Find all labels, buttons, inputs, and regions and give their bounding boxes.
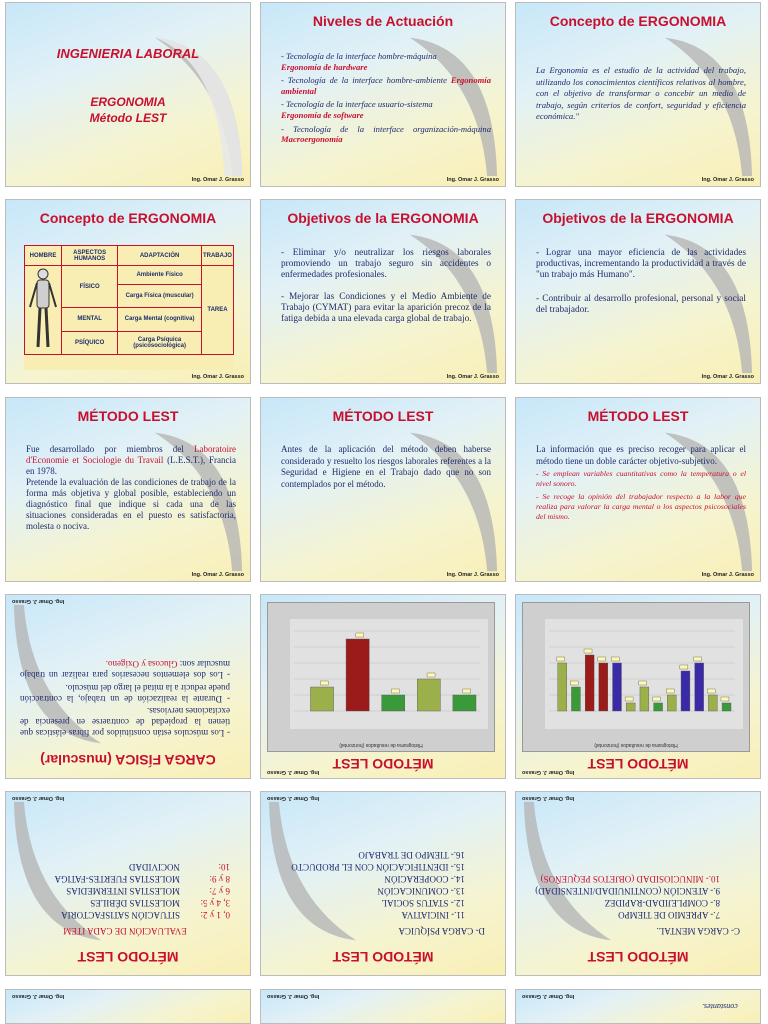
slide-5 (260, 199, 506, 384)
data-label-box (652, 697, 660, 701)
slide-14 (260, 791, 506, 976)
slide-subtitle: ERGONOMIA (90, 95, 166, 109)
list-item: 10.- MINUCIOSIDAD (OBJETOS PEQUEÑOS) (540, 874, 720, 884)
bullet-item: - Los dos elementos necesarios para realizar un trabajo muscular son: Glucosa y Oxígeno. (20, 659, 230, 681)
chart-bar (346, 639, 369, 711)
chart-bar (654, 703, 663, 711)
list-item: 13.- COMUNICACIÓN (377, 886, 465, 896)
slide-body (275, 849, 485, 937)
chart-bar (695, 663, 704, 711)
slide-9 (515, 397, 761, 582)
list-item: - Tecnología de la interface hombre-ambiente (281, 75, 447, 86)
text-fragment: constantes. (702, 1002, 738, 1011)
data-label-box (570, 681, 578, 685)
slide-title: Concepto de ERGONOMIA (549, 13, 727, 29)
table-header: HOMBRE (25, 246, 62, 266)
chart-caption: Histograma de resultados (horizontal) (594, 742, 678, 748)
table-header: TRABAJO (201, 246, 233, 266)
slide-18 (515, 989, 761, 1024)
author-label: Ing. Omar J. Grasso (522, 769, 575, 775)
chart-bar (558, 663, 567, 711)
list-item-emphasis: Macroergonomía (281, 134, 343, 145)
lab-name: Laboratoire d'Economie et Sociologie du Travail (26, 444, 236, 465)
slide-title: MÉTODO LEST (587, 949, 689, 965)
paragraph: Fue desarrollado por miembros del Laboratoire d'Economie et Sociologie du Travail (L.E.S.T.), Francia en 1978. (26, 444, 237, 476)
bar-chart (290, 619, 488, 729)
slide-1 (5, 2, 251, 187)
slide-title: Concepto de ERGONOMIA (39, 210, 217, 226)
table-row: 6 y 7:MOLESTIAS INTERMEDIAS (66, 886, 230, 896)
author-label: Ing. Omar J. Grasso (267, 993, 320, 999)
slide-body: La Ergonomía es el estudio de la actividad del trabajo, utilizando los conocimientos científicos relativos al hombre, con el objetivo de transformar o concebir un medio de trabajo, según criterios de confort, seguridad y eficiencia económica." (536, 65, 746, 122)
chart-bar (681, 671, 690, 711)
data-label-box (680, 665, 688, 669)
data-label-box (463, 689, 471, 693)
chart-bar (571, 687, 580, 711)
chart-bar (708, 695, 717, 711)
chart-bar (310, 687, 333, 711)
data-label-box (666, 689, 674, 693)
list-item-emphasis: Ergonomía de software (281, 109, 364, 120)
table-row: 0, 1 y 2:SITUACIÓN SATISFACTORIA (61, 910, 230, 920)
list-item: 11.- INICIATIVA (401, 910, 465, 920)
data-label-box (391, 689, 399, 693)
paragraph: - Eliminar y/o neutralizar los riesgos laborales promoviendo un trabajo seguro sin accidentes o enfermedades profesionales. (281, 248, 491, 281)
chart-bar (453, 695, 476, 711)
slide-subtitle: Método LEST (89, 111, 167, 125)
slide-body (530, 873, 740, 937)
data-label-box (320, 681, 328, 685)
slide-title: MÉTODO LEST (77, 949, 179, 965)
table-cell: Carga Mental (cognitiva) (118, 308, 202, 331)
author-label: Ing. Omar J. Grasso (191, 572, 244, 578)
table-cell: TAREA (201, 266, 233, 355)
slide-body: Antes de la aplicación del método deben haberse considerado y resuelto los riesgos laborales referentes a la Seguridad e Higiene en el Trabajo dado que no son contemplados por el método. (281, 444, 491, 489)
list-item: 16.- TIEMPO DE TRABAJO (358, 850, 465, 860)
slide-body (281, 51, 491, 145)
slide-title: MÉTODO LEST (332, 408, 434, 424)
author-label: Ing. Omar J. Grasso (446, 572, 499, 578)
data-label-box (557, 657, 565, 661)
chart-bar (722, 703, 731, 711)
slide-title: MÉTODO LEST (587, 408, 689, 424)
section-heading: D- CARGA PSÍQUICA (398, 926, 485, 936)
table-cell: Carga Psíquica (psicosociológica) (118, 331, 202, 354)
slide-title: MÉTODO LEST (332, 949, 434, 965)
bullet-item: - Se emplean variables cuantitativas como la temperatura o el nivel sonoro. (536, 469, 746, 488)
data-label-box (427, 673, 435, 677)
list-item: 14.- COOPERACIÓN (384, 874, 465, 884)
table-cell: Carga Física (muscular) (118, 284, 202, 307)
section-heading: C- CARGA MENTAL. (656, 926, 740, 936)
slide-15 (515, 791, 761, 976)
table-cell: FÍSICO (62, 266, 118, 308)
author-label: Ing. Omar J. Grasso (12, 993, 65, 999)
list-item: - Tecnología de la interface organización-máquina (281, 123, 491, 134)
author-label: Ing. Omar J. Grasso (191, 374, 244, 380)
slide-17 (260, 989, 506, 1024)
list-item: 15.- IDENTIFICACIÓN CON EL PRODUCTO (291, 862, 465, 872)
slide-title-flipped: MÉTODO LEST (587, 756, 689, 772)
list-item-emphasis: Ergonomía ambiental (281, 75, 491, 96)
list-item: 8.- COMPLEJIDAD-RAPIDEZ (604, 898, 720, 908)
author-label: Ing. Omar J. Grasso (267, 795, 320, 801)
table-row: 10:NOCIVIDAD (129, 862, 230, 872)
list-item: 9.- ATENCIÓN (CONTINUIDAD/INTENSIDAD) (535, 886, 720, 896)
slide-16 (5, 989, 251, 1024)
bar-chart (545, 619, 743, 729)
bullet-item: - Los músculos están constituidos por fibras elásticas que tienen la propiedad de contraerse en presencia de excitaciones nerviosas. (20, 706, 230, 738)
author-label: Ing. Omar J. Grasso (522, 795, 575, 801)
chart-caption: Histograma de resultados (horizontal) (339, 742, 423, 748)
slide-6 (515, 199, 761, 384)
data-label-box (707, 689, 715, 693)
list-item: - Tecnología de la interface usuario-sistema (281, 99, 433, 110)
slide-title: Niveles de Actuación (312, 13, 454, 29)
chart-bar (417, 679, 440, 711)
list-item: 7.- APREMIO DE TIEMPO (618, 910, 720, 920)
slide-title-flipped: MÉTODO LEST (332, 756, 434, 772)
table-cell: MENTAL (62, 308, 118, 331)
author-label: Ing. Omar J. Grasso (267, 769, 320, 775)
chart-bar (585, 655, 594, 711)
slide-4 (5, 199, 251, 384)
author-label: Ing. Omar J. Grasso (446, 374, 499, 380)
slide-title: MÉTODO LEST (77, 408, 179, 424)
data-label-box (584, 649, 592, 653)
table-row: 8 y 9:MOLESTIAS FUERTES-FATIGA (54, 874, 230, 884)
data-label-box (639, 681, 647, 685)
bullet-item: - Se recoge la opinión del trabajador respecto a la labor que realiza para valorar la carga mental o los aspectos psicosociales del mismo. (536, 492, 746, 521)
slide-body (20, 658, 230, 738)
chart-bar (626, 703, 635, 711)
data-label-box (625, 697, 633, 701)
data-label-box (611, 657, 619, 661)
section-heading: EVALUACIÓN DE CADA ITEM (63, 926, 187, 936)
chart-bar (667, 695, 676, 711)
chart-bar (640, 687, 649, 711)
table-header: ASPECTOS HUMANOS (62, 246, 118, 266)
list-item: - Tecnología de la interface hombre-máquina (281, 51, 437, 61)
chart-bar (382, 695, 405, 711)
author-label: Ing. Omar J. Grasso (701, 572, 754, 578)
table-row: 3, 4 y 5:MOLESTIAS DÉBILES (90, 898, 230, 908)
slide-title: INGENIERIA LABORAL (56, 46, 200, 61)
slide-7 (5, 397, 251, 582)
list-item-emphasis: Ergonomía de hardware (281, 61, 368, 72)
chart-bar (599, 663, 608, 711)
author-label: Ing. Omar J. Grasso (191, 177, 244, 183)
slide-3 (515, 2, 761, 187)
data-label-box (721, 697, 729, 701)
human-figure (25, 266, 62, 355)
table-cell: PSÍQUICO (62, 331, 118, 354)
slide-2 (260, 2, 506, 187)
chart-panel (522, 602, 750, 752)
paragraph: La información que es preciso recoger para aplicar el método tiene un doble carácter objetivo-subjetivo. (536, 444, 746, 466)
data-label-box (598, 657, 606, 661)
slide-8 (260, 397, 506, 582)
author-label: Ing. Omar J. Grasso (12, 795, 65, 801)
author-label: Ing. Omar J. Grasso (701, 374, 754, 380)
slide-body (536, 444, 746, 522)
data-label-box (694, 657, 702, 661)
ergonomics-table (24, 245, 234, 370)
slide-13 (5, 791, 251, 976)
chart-panel (267, 602, 495, 752)
author-label: Ing. Omar J. Grasso (446, 177, 499, 183)
author-label: Ing. Omar J. Grasso (12, 598, 65, 604)
author-label: Ing. Omar J. Grasso (522, 993, 575, 999)
list-item: 12.- STATUS SOCIAL (381, 898, 465, 908)
slide-title: Objetivos de la ERGONOMIA (542, 210, 734, 226)
slide-12 (515, 594, 761, 779)
slide-body (536, 248, 746, 316)
author-label: Ing. Omar J. Grasso (701, 177, 754, 183)
paragraph: - Lograr una mayor eficiencia de las actividades productivas, incrementando la productividad a través de "un trabajo más Humano". (536, 248, 746, 281)
slide-body (281, 248, 491, 325)
chart-bar (613, 663, 622, 711)
slide-title: Objetivos de la ERGONOMIA (287, 210, 479, 226)
slide-body (26, 444, 236, 532)
slide-11 (260, 594, 506, 779)
paragraph: Pretende la evaluación de las condiciones de trabajo de la forma más objetiva y global posible, estableciendo un diagnóstico final que indique si cada una de las situaciones consideradas en el puesto es satisfactoria, molesta o nociva. (26, 477, 236, 531)
slide-body (20, 861, 230, 937)
slide-10 (5, 594, 251, 779)
data-label-box (356, 633, 364, 637)
paragraph: - Contribuir al desarrollo profesional, personal y social del trabajador. (536, 293, 746, 315)
slide-title: CARGA FÍSICA (muscular) (40, 752, 216, 768)
table-header: ADAPTACIÓN (118, 246, 202, 266)
bullet-item: - Durante la realización de un trabajo, la contracción puede reducir a la mitad el largo del músculo. (20, 682, 230, 704)
paragraph: - Mejorar las Condiciones y el Medio Ambiente de Trabajo (CYMAT) para evitar la aparición precoz de la fatiga debida a una elevada carga global de trabajo. (281, 291, 491, 325)
human-figure-icon (26, 267, 60, 351)
emphasis: Glucosa y Oxígeno. (105, 659, 178, 670)
table-cell: Ambiente Físico (118, 266, 202, 285)
